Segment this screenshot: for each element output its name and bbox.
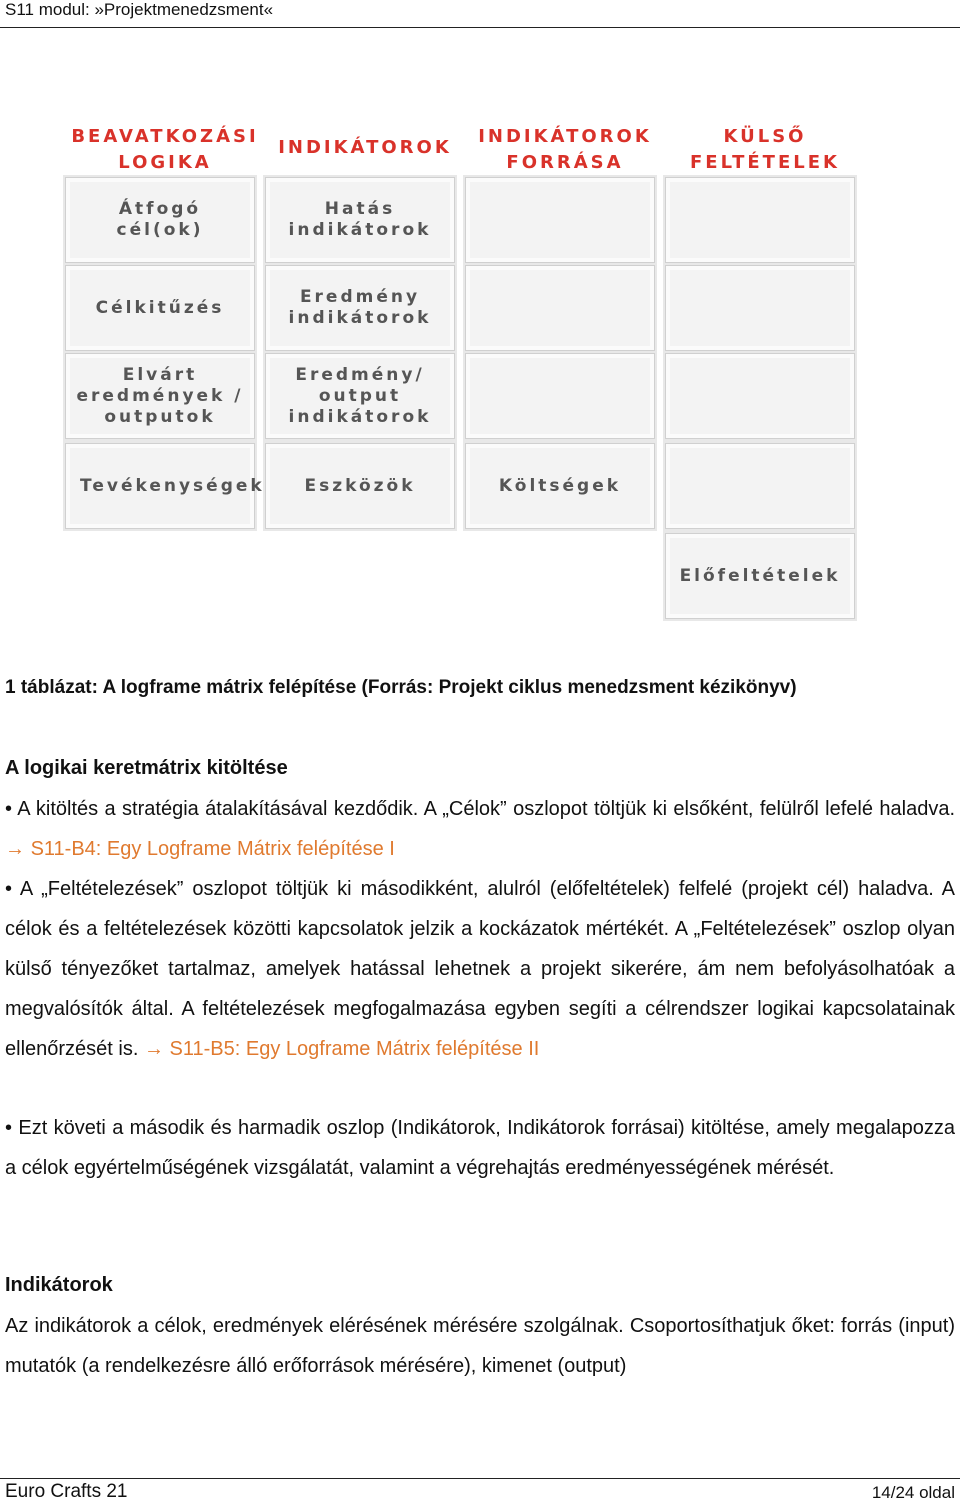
reference-link-s11-b5[interactable]: S11-B5: Egy Logframe Mátrix felépítése II [169,1038,540,1060]
footer-divider [0,1478,960,1479]
cell-expected-results: Elvárt eredmények / outputok [65,353,255,439]
cell-empty [665,177,855,263]
cell-empty [465,265,655,351]
table-caption: 1 táblázat: A logframe mátrix felépítése (Forrás: Projekt ciklus menedzsment kézikönyv) [5,677,797,698]
cell-costs: Költségek [465,443,655,529]
column-heading-external-conditions: KÜLSŐ FELTÉTELEK [690,126,840,173]
cell-empty [665,443,855,529]
cell-impact-indicators: Hatás indikátorok [265,177,455,263]
reference-link-s11-b4[interactable]: S11-B4: Egy Logframe Mátrix felépítése I [30,838,395,860]
cell-means: Eszközök [265,443,455,529]
section-heading-logframe: A logikai keretmátrix kitöltése [5,757,288,779]
column-heading-intervention-logic: BEAVATKOZÁSI LOGIKA [71,126,259,173]
arrow-right-icon: → [5,838,25,860]
footer-project-name: Euro Crafts 21 [5,1481,128,1502]
cell-empty [465,177,655,263]
paragraph-text: • A „Feltételezések” oszlopot töltjük ki másodikként, alulról (előfeltételek) felfelé (projekt cél) haladva. A célok és a feltételezések közötti kapcsolatok jelzik a kockázatok mértékét. A „Feltételezések” oszlop olyan külső tényezőket tartalmaz, amelyek hatással lehetnek a projekt sikerére, ám nem befolyásolhatóak a megvalósítók által. A feltételezések megfogalmazása egyben segíti a célrendszer logikai kapcsolatainak ellenőrzését is. [5,878,955,1060]
paragraph-bullet-1 [5,789,955,869]
paragraph-text: • A kitöltés a stratégia átalakításával kezdődik. A „Célok” oszlopot töltjük ki elsőként, felülről lefelé haladva. [5,798,955,820]
cell-preconditions: Előfeltételek [665,533,855,619]
paragraph-text: Az indikátorok a célok, eredmények elérésének mérésére szolgálnak. Csoportosíthatjuk őket: forrás (input) mutatók (a rendelkezésre álló erőforrások mérésére), kimenet (output) [5,1315,955,1377]
cell-overall-objectives: Átfogó cél(ok) [65,177,255,263]
cell-output-indicators: Eredmény/ output indikátorok [265,353,455,439]
column-heading-indicators: INDIKÁTOROK [278,137,452,158]
cell-purpose: Célkitűzés [65,265,255,351]
paragraph-bullet-3 [5,1108,955,1188]
column-heading-indicator-sources: INDIKÁTOROK FORRÁSA [478,126,652,173]
header-divider [0,27,960,28]
footer-page-number: 14/24 oldal [871,1483,955,1502]
cell-activities: Tevékenységek [65,443,255,529]
arrow-right-icon: → [143,1038,164,1060]
section-heading-indicators: Indikátorok [5,1274,113,1296]
cell-outcome-indicators: Eredmény indikátorok [265,265,455,351]
cell-empty [665,265,855,351]
page-header-title: S11 modul: »Projektmenedzsment« [5,0,274,19]
cell-empty [465,353,655,439]
cell-empty [665,353,855,439]
paragraph-indicators [5,1306,955,1386]
paragraph-bullet-2 [5,869,955,1069]
paragraph-text: • Ezt követi a második és harmadik oszlop (Indikátorok, Indikátorok forrásai) kitöltése, amely megalapozza a célok egyértelműségének vizsgálatát, valamint a végrehajtás eredményességének mérését. [5,1117,955,1179]
